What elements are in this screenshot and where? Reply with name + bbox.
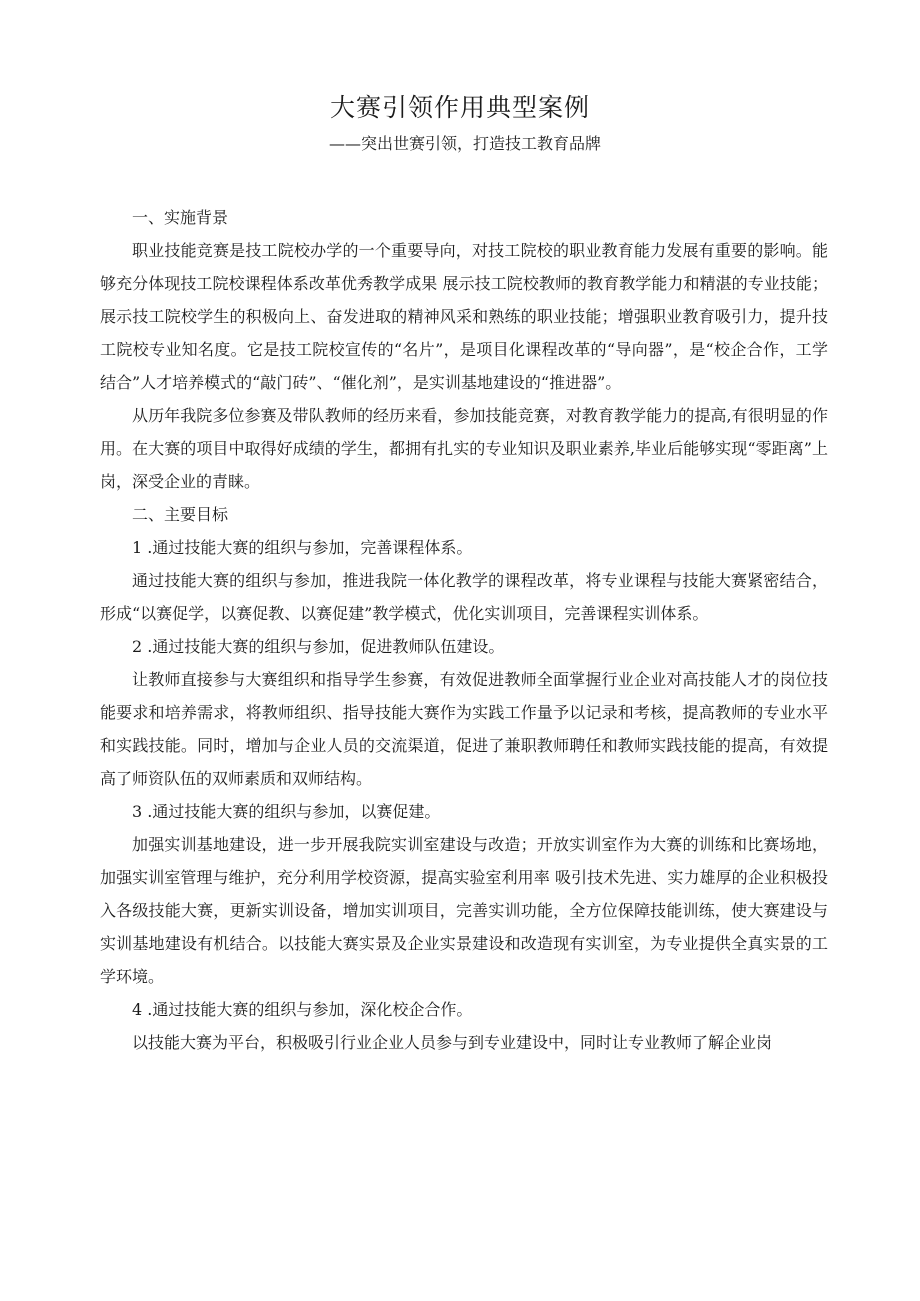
subheading-goal-2: 2 .通过技能大赛的组织与参加，促进教师队伍建设。	[132, 637, 505, 656]
section-heading-background: 一、实施背景	[132, 208, 229, 227]
paragraph: 让教师直接参与大赛组织和指导学生参赛，有效促进教师全面掌握行业企业对高技能人才的岗位技能要求和培养需求，将教师组织、指导技能大赛作为实践工作量予以记录和考核，提高教师的专业水平和实践技能。同时，增加与企业人员的交流渠道，促进了兼职教师聘任和教师实践技能的提高，有效提高了师资队伍的双师素质和双师结构。	[100, 670, 828, 788]
paragraph: 职业技能竞赛是技工院校办学的一个重要导向，对技工院校的职业教育能力发展有重要的影响。能够充分体现技工院校课程体系改革优秀教学成果 展示技工院校教师的教育教学能力和精湛的专业技能；展示技工院校学生的积极向上、奋发进取的精神风采和熟练的职业技能；增强职业教育吸引力，提升技工院校专业知名度。它是技工院校宣传的“名片”，是项目化课程改革的“导向器”，是“校企合作，工学结合”人才培养模式的“敲门砖”、“催化剂”，是实训基地建设的“推进器”。	[100, 241, 828, 392]
section-heading-goals: 二、主要目标	[132, 505, 229, 524]
paragraph: 加强实训基地建设，进一步开展我院实训室建设与改造；开放实训室作为大赛的训练和比赛场地，加强实训室管理与维护，充分利用学校资源，提高实验室利用率 吸引技术先进、实力雄厚的企业积极投入各级技能大赛，更新实训设备，增加实训项目，完善实训功能，全方位保障技能训练，使大赛建设与实训基地建设有机结合。以技能大赛实景及企业实景建设和改造现有实训室，为专业提供全真实景的工学环境。	[100, 835, 828, 986]
document-body	[100, 201, 828, 1059]
subheading-goal-4: 4 .通过技能大赛的组织与参加，深化校企合作。	[132, 1000, 473, 1019]
subheading-goal-3: 3 .通过技能大赛的组织与参加，以赛促建。	[132, 802, 441, 821]
paragraph: 从历年我院多位参赛及带队教师的经历来看，参加技能竞赛，对教育教学能力的提高,有很明显的作用。在大赛的项目中取得好成绩的学生，都拥有扎实的专业知识及职业素养,毕业后能够实现“零距离”上岗，深受企业的青睐。	[100, 406, 828, 491]
document-title: 大赛引领作用典型案例	[329, 93, 590, 122]
document-subtitle: ——突出世赛引领，打造技工教育品牌	[328, 134, 601, 153]
subheading-goal-1: 1 .通过技能大赛的组织与参加，完善课程体系。	[132, 538, 473, 557]
paragraph: 通过技能大赛的组织与参加，推进我院一体化教学的课程改革，将专业课程与技能大赛紧密结合，形成“以赛促学，以赛促教、以赛促建”教学模式，优化实训项目，完善课程实训体系。	[100, 571, 828, 623]
paragraph: 以技能大赛为平台，积极吸引行业企业人员参与到专业建设中，同时让专业教师了解企业岗	[132, 1033, 773, 1052]
